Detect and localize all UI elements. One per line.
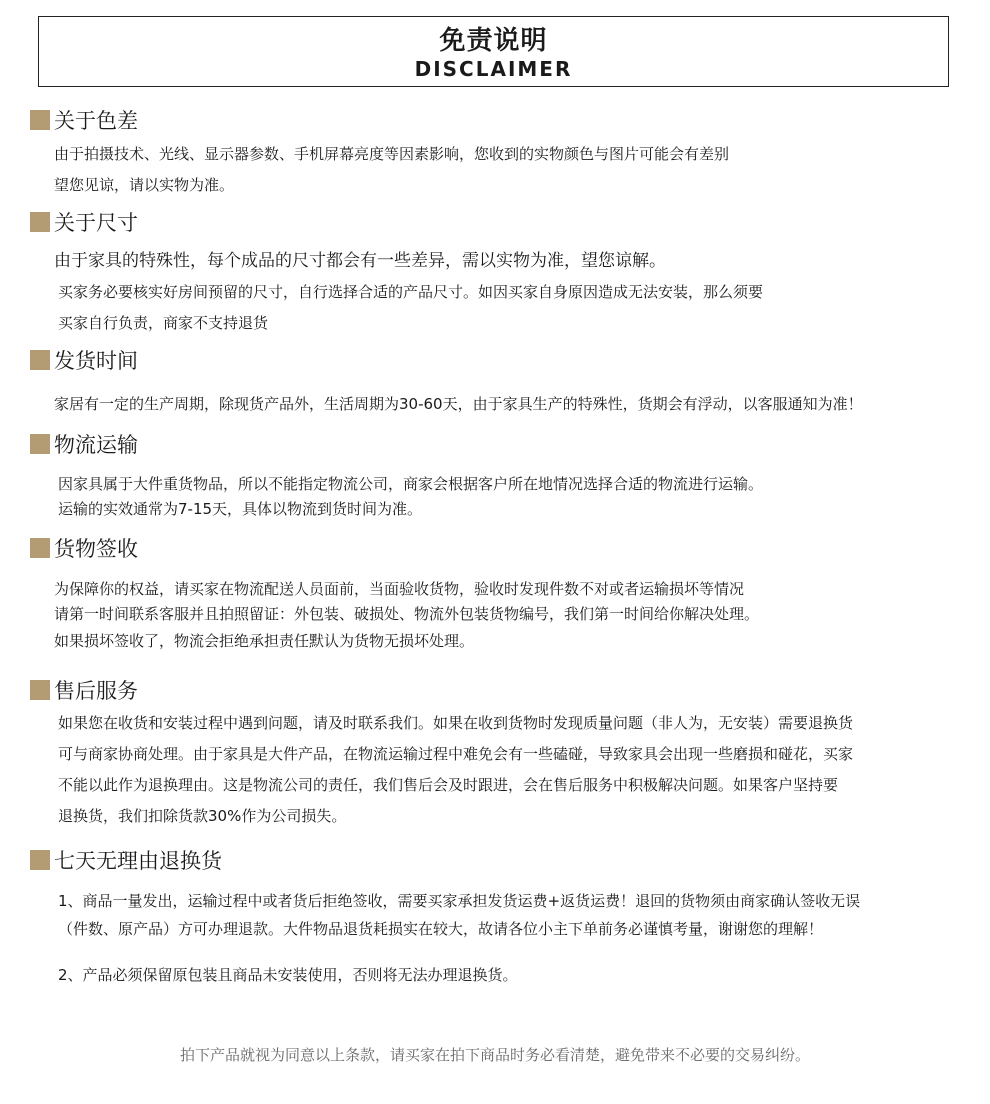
bullet-square-icon — [30, 212, 50, 232]
section-text-line: 因家具属于大件重货物品，所以不能指定物流公司，商家会根据客户所在地情况选择合适的物流进行运输。 — [58, 475, 764, 493]
section-heading-shipping-time — [30, 346, 138, 374]
section-heading-label: 售后服务 — [54, 679, 138, 703]
section-heading-size — [30, 208, 138, 236]
section-text-line: 如果您在收货和安装过程中遇到问题，请及时联系我们。如果在收到货物时发现质量问题（非人为，无安装）需要退换货 — [58, 714, 854, 732]
title-box — [38, 16, 949, 87]
section-heading-label: 七天无理由退换货 — [54, 849, 222, 873]
bullet-square-icon — [30, 350, 50, 370]
section-heading-after-sales — [30, 676, 138, 704]
footer-note: 拍下产品就视为同意以上条款，请买家在拍下商品时务必看清楚，避免带来不必要的交易纠纷。 — [179, 1046, 810, 1064]
section-heading-label: 货物签收 — [54, 537, 138, 561]
bullet-square-icon — [30, 110, 50, 130]
section-text-line: 望您见谅，请以实物为准。 — [54, 176, 235, 194]
page-subtitle: DISCLAIMER — [414, 57, 573, 81]
bullet-square-icon — [30, 850, 50, 870]
section-text-line: 2、产品必须保留原包装且商品未安装使用，否则将无法办理退换货。 — [58, 966, 518, 984]
section-text-line: 家居有一定的生产周期，除现货产品外，生活周期为30-60天，由于家具生产的特殊性，货期会有浮动，以客服通知为准！ — [54, 395, 863, 413]
section-text-line: 1、商品一量发出，运输过程中或者货后拒绝签收，需要买家承担发货运费+返货运费！退回的货物须由商家确认签收无误 — [58, 892, 861, 910]
section-text-line: 如果损坏签收了，物流会拒绝承担责任默认为货物无损坏处理。 — [54, 632, 475, 650]
bullet-square-icon — [30, 680, 50, 700]
section-heading-receipt — [30, 534, 138, 562]
bullet-square-icon — [30, 538, 50, 558]
section-text-line: 运输的实效通常为7-15天，具体以物流到货时间为准。 — [58, 500, 423, 518]
section-text-line: 买家务必要核实好房间预留的尺寸，自行选择合适的产品尺寸。如因买家自身原因造成无法安装，那么须要 — [58, 283, 764, 301]
section-text-line: 买家自行负责，商家不支持退货 — [58, 314, 269, 332]
section-heading-color-difference — [30, 106, 138, 134]
section-text-line: （件数、原产品）方可办理退款。大件物品退货耗损实在较大，故请各位小主下单前务必谨慎考量，谢谢您的理解！ — [58, 920, 824, 938]
section-text-line: 请第一时间联系客服并且拍照留证：外包装、破损处、物流外包装货物编号，我们第一时间给你解决处理。 — [54, 605, 760, 623]
bullet-square-icon — [30, 434, 50, 454]
section-text-line: 退换货，我们扣除货款30%作为公司损失。 — [58, 807, 347, 825]
section-text-line: 为保障你的权益，请买家在物流配送人员面前，当面验收货物，验收时发现件数不对或者运输损坏等情况 — [54, 580, 745, 598]
section-heading-label: 关于尺寸 — [54, 211, 138, 235]
section-heading-logistics — [30, 430, 138, 458]
section-heading-label: 发货时间 — [54, 349, 138, 373]
section-text-line: 可与商家协商处理。由于家具是大件产品，在物流运输过程中难免会有一些磕碰，导致家具会出现一些磨损和碰花，买家 — [58, 745, 854, 763]
page-title: 免责说明 — [439, 26, 548, 56]
section-heading-seven-day-return — [30, 846, 222, 874]
section-heading-label: 物流运输 — [54, 433, 138, 457]
section-text-line: 不能以此作为退换理由。这是物流公司的责任，我们售后会及时跟进，会在售后服务中积极解决问题。如果客户坚持要 — [58, 776, 839, 794]
section-text-line: 由于拍摄技术、光线、显示器参数、手机屏幕亮度等因素影响，您收到的实物颜色与图片可能会有差别 — [54, 145, 730, 163]
section-heading-label: 关于色差 — [54, 109, 138, 133]
section-text-line: 由于家具的特殊性，每个成品的尺寸都会有一些差异，需以实物为准，望您谅解。 — [54, 251, 666, 271]
